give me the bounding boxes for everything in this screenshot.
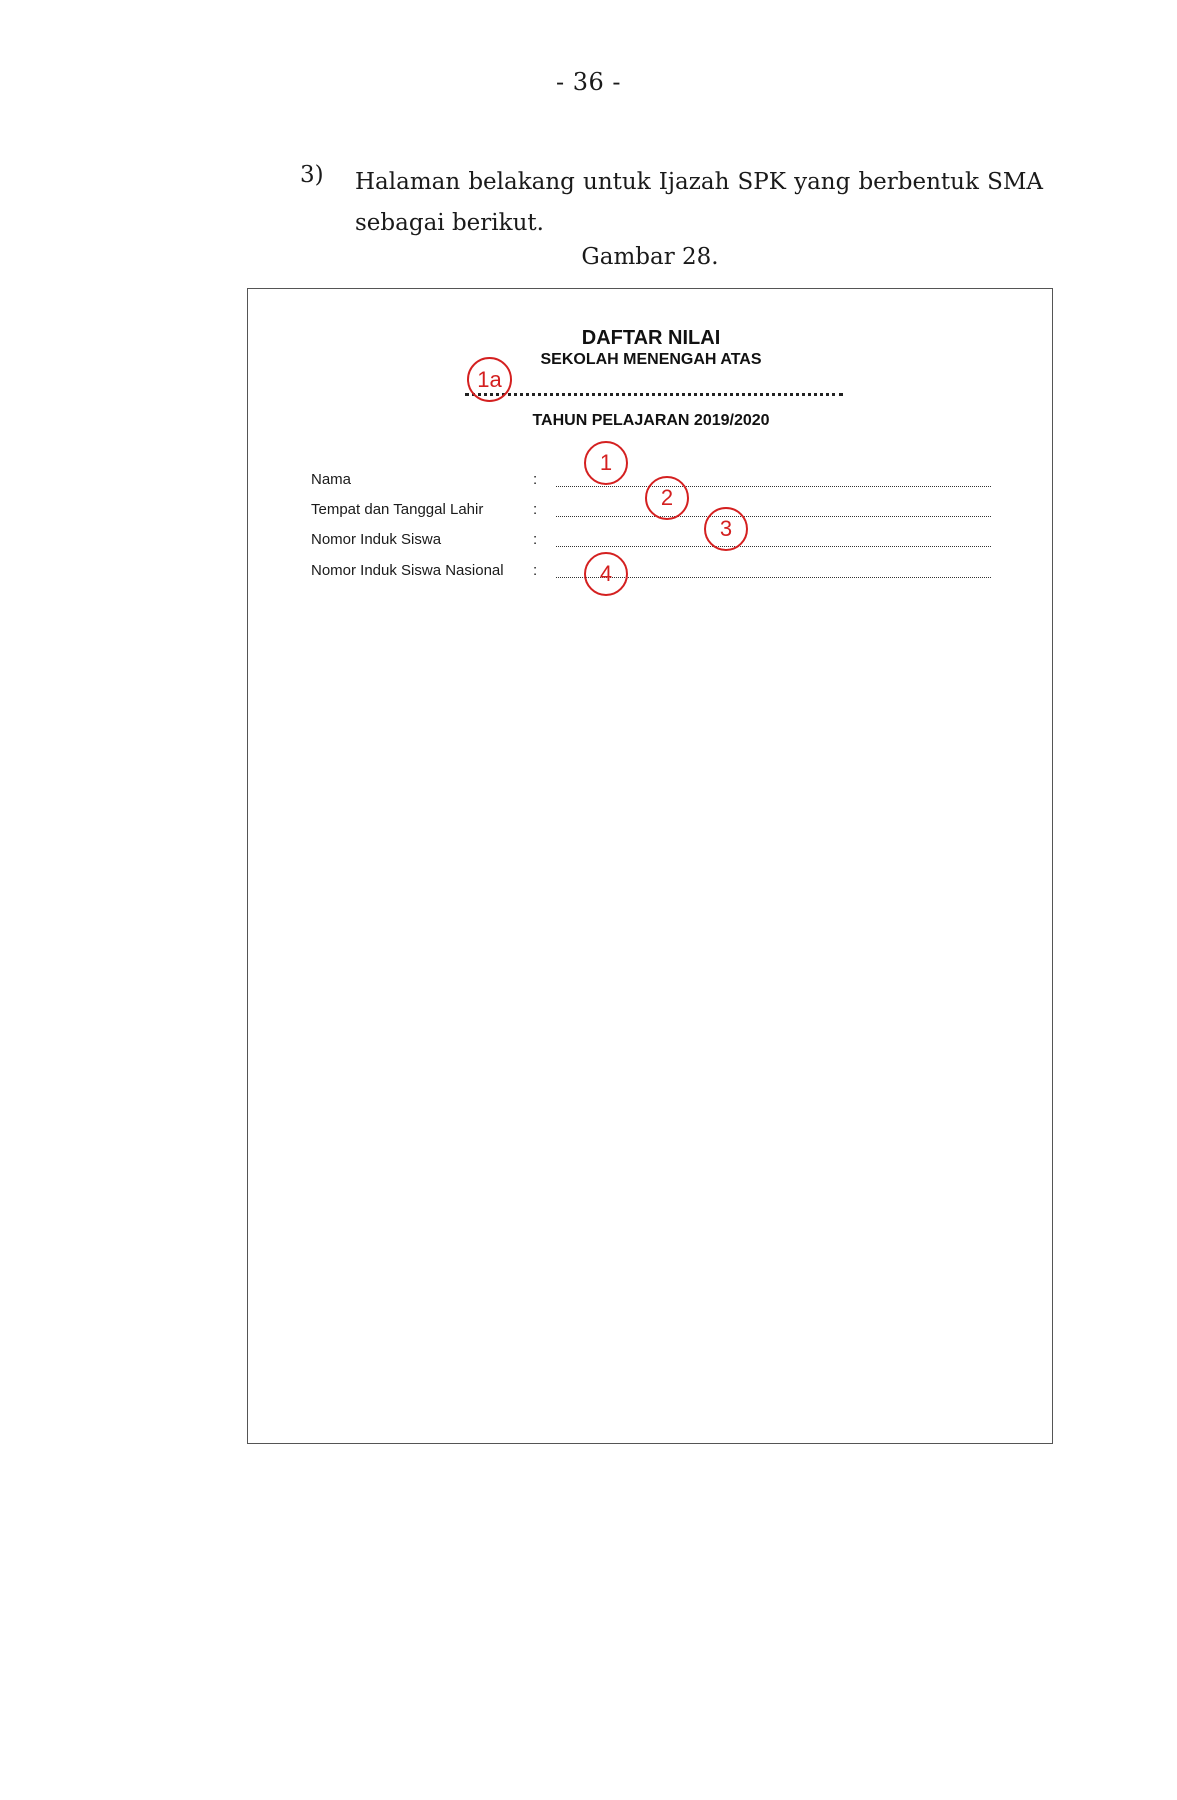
annotation-marker-1a: 1a xyxy=(467,357,512,402)
page-number: - 36 - xyxy=(555,68,621,96)
form-year-line: TAHUN PELAJARAN 2019/2020 xyxy=(532,412,770,429)
field-label: Nomor Induk Siswa Nasional xyxy=(311,562,504,579)
field-colon: : xyxy=(533,531,538,548)
field-label: Tempat dan Tanggal Lahir xyxy=(311,501,484,518)
field-row-nisn xyxy=(311,562,1001,586)
field-colon: : xyxy=(533,562,538,579)
figure-caption xyxy=(0,244,1177,270)
form-title: DAFTAR NILAI xyxy=(581,327,721,349)
list-item-text: Halaman belakang untuk Ijazah SPK yang berbentuk SMA sebagai berikut. xyxy=(355,169,1043,236)
field-label: Nama xyxy=(311,471,352,488)
field-colon: : xyxy=(533,501,538,518)
field-dotted-line xyxy=(556,546,991,547)
figure-caption-text: Gambar 28. xyxy=(581,244,719,270)
field-colon: : xyxy=(533,471,538,488)
field-label: Nomor Induk Siswa xyxy=(311,531,442,548)
annotation-marker-1: 1 xyxy=(584,441,628,485)
field-dotted-line xyxy=(556,516,991,517)
annotation-marker-4: 4 xyxy=(584,552,628,596)
field-row-nomor-induk-siswa xyxy=(311,531,1001,555)
field-dotted-line xyxy=(556,486,991,487)
annotation-marker-3: 3 xyxy=(704,507,748,551)
figure-form-frame xyxy=(247,288,1053,1444)
annotation-marker-2: 2 xyxy=(645,476,689,520)
form-subtitle: SEKOLAH MENENGAH ATAS xyxy=(540,351,762,368)
list-item-number: 3) xyxy=(300,162,324,188)
school-name-dotted-line xyxy=(465,393,843,396)
